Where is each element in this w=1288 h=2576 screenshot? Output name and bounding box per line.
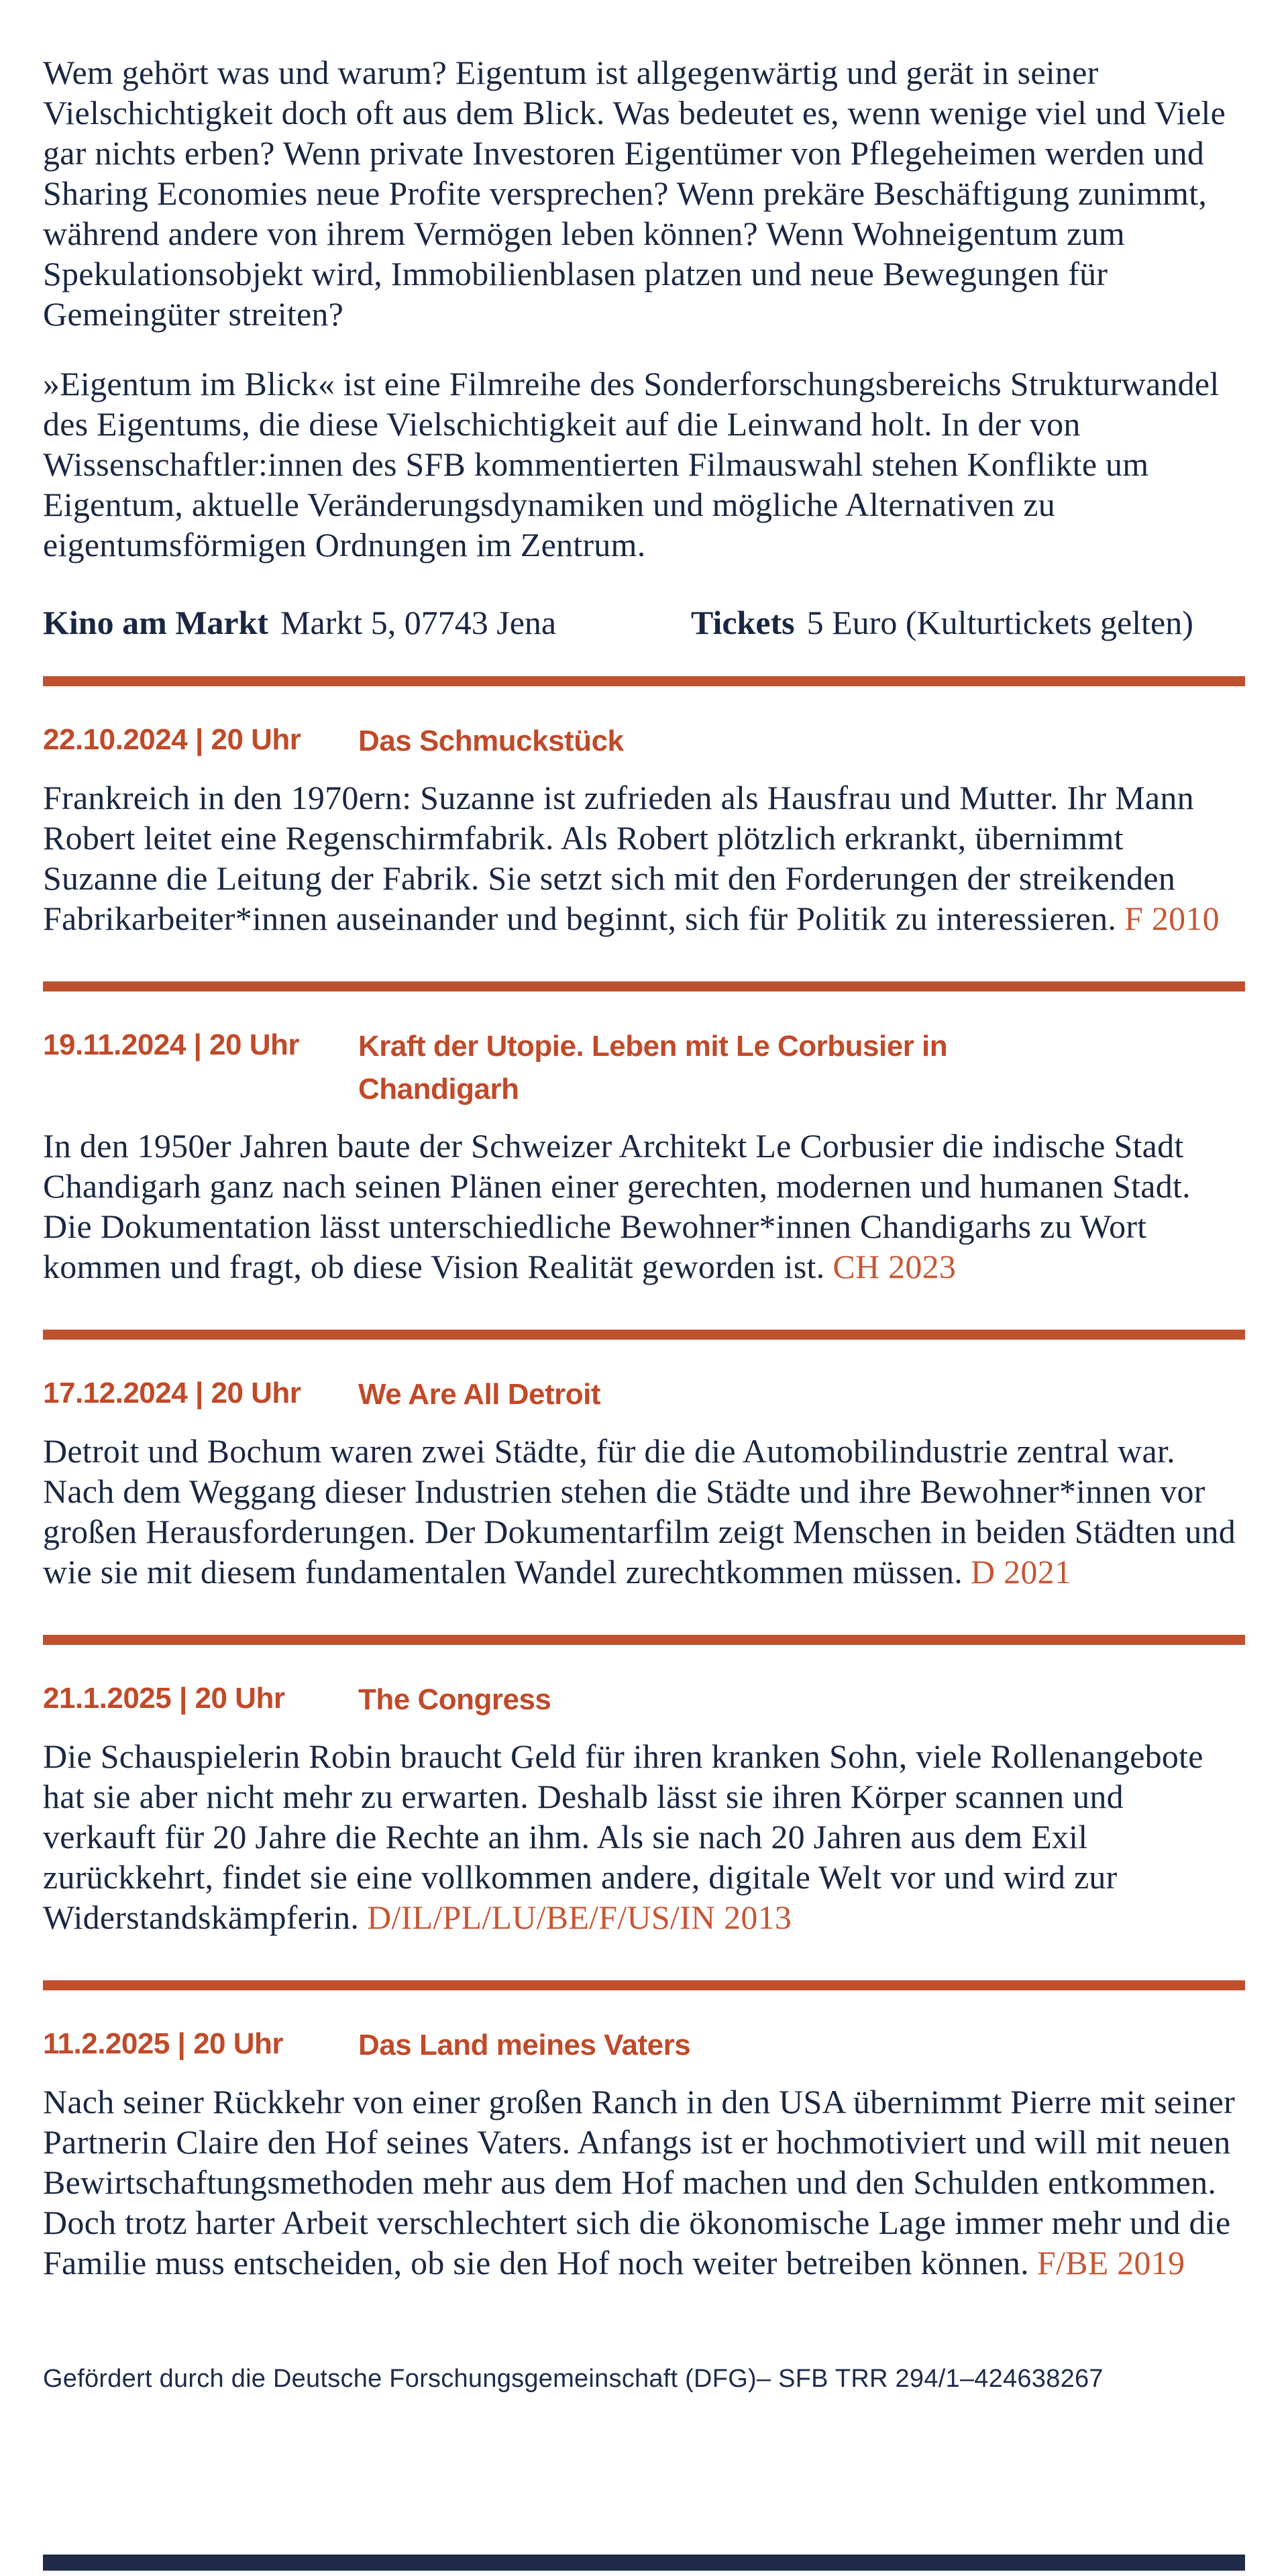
screening-datetime: 22.10.2024 | 20 Uhr — [43, 723, 301, 756]
film-country-year-code: F/BE 2019 — [1036, 2244, 1185, 2282]
venue-info-row — [43, 602, 1245, 643]
screening-header — [43, 1678, 1245, 1721]
film-country-year-code: D/IL/PL/LU/BE/F/US/IN 2013 — [367, 1898, 792, 1936]
film-country-year-code: D 2021 — [971, 1553, 1072, 1591]
divider-rule — [43, 1980, 1245, 1990]
screening-title: The Congress — [358, 1683, 551, 1716]
screening-title: Kraft der Utopie. Leben mit Le Corbusier in Chandigarh — [358, 1030, 948, 1106]
screening-description — [43, 1126, 1245, 1287]
screening-description-text: In den 1950er Jahren baute der Schweizer Architekt Le Corbusier die indische Stadt Chandigarh ganz nach seinen Plänen einer gerechten, modernen und humanen Stadt. Die Dokumentation lässt unterschiedliche Bewohner*innen Chandigarhs zu Wort kommen und fragt, ob diese Vision Realität geworden ist. — [43, 1127, 1191, 1285]
divider-rule — [43, 981, 1245, 991]
screening-datetime: 19.11.2024 | 20 Uhr — [43, 1028, 299, 1061]
screening-description-text: Die Schauspielerin Robin braucht Geld für ihren kranken Sohn, viele Rollenangebote hat sie aber nicht mehr zu erwarten. Deshalb lässt sie ihren Körper scannen und verkauft für 20 Jahre die Rechte an ihm. Als sie nach 20 Jahren aus dem Exil zurückkehrt, findet sie eine vollkommen andere, digitale Welt vor und wird zur Widerstandskämpferin. — [43, 1737, 1203, 1936]
divider-rule — [43, 1635, 1245, 1645]
screening-header — [43, 2024, 1245, 2067]
screening-description — [43, 1431, 1245, 1592]
venue-location — [43, 602, 691, 643]
footer-bar — [43, 2555, 1245, 2571]
screening-description-text: Detroit und Bochum waren zwei Städte, für die die Automobilindustrie zentral war. Nach dem Weggang dieser Industrien stehen die Städte und ihre Bewohner*innen vor großen Herausforderungen. Der Dokumentarfilm zeigt Menschen in beiden Städten und wie sie mit diesem fundamentalen Wandel zurechtkommen müssen. — [43, 1432, 1236, 1591]
screening-header — [43, 720, 1245, 763]
screening-title: Das Schmuckstück — [358, 724, 624, 757]
screening-title: Das Land meines Vaters — [358, 2029, 691, 2061]
screening-description — [43, 1736, 1245, 1937]
screening-header — [43, 1373, 1245, 1416]
venue-name: Kino am Markt — [43, 604, 269, 641]
venue-tickets — [691, 602, 1193, 643]
screening-title: We Are All Detroit — [358, 1378, 600, 1411]
screening-datetime: 21.1.2025 | 20 Uhr — [43, 1682, 285, 1715]
tickets-label: Tickets — [691, 604, 795, 641]
divider-rule — [43, 676, 1245, 686]
venue-address: Markt 5, 07743 Jena — [280, 604, 557, 641]
screening-header — [43, 1025, 1245, 1111]
screening-description — [43, 2082, 1245, 2283]
screening-description-text: Frankreich in den 1970ern: Suzanne ist zufrieden als Hausfrau und Mutter. Ihr Mann Robert leitet eine Regenschirmfabrik. Als Robert plötzlich erkrankt, übernimmt Suzanne die Leitung der Fabrik. Sie setzt sich mit den Forderungen der streikenden Fabrikarbeiter*innen auseinander und beginnt, sich für Politik zu interessieren. — [43, 779, 1194, 937]
intro-paragraph-1: Wem gehört was und warum? Eigentum ist allgegenwärtig und gerät in seiner Vielschichtigkeit doch oft aus dem Blick. Was bedeutet es, wenn wenige viel und Viele gar nichts erben? Wenn private Investoren Eigentümer von Pflegeheimen werden und Sharing Economies neue Profite versprechen? Wenn prekäre Beschäftigung zunimmt, während andere von ihrem Vermögen leben können? Wenn Wohneigentum zum Spekulationsobjekt wird, Immobilienblasen platzen und neue Bewegungen für Gemeingüter streiten? — [43, 54, 1226, 333]
tickets-info: 5 Euro (Kulturtickets gelten) — [806, 604, 1193, 641]
divider-rule — [43, 1330, 1245, 1340]
intro-paragraph-2: »Eigentum im Blick« ist eine Filmreihe des Sonderforschungsbereichs Strukturwandel des Eigentums, die diese Vielschichtigkeit auf die Leinwand holt. In der von Wissenschaftler:innen des SFB kommentierten Filmauswahl stehen Konflikte um Eigentum, aktuelle Veränderungsdynamiken und mögliche Alternativen zu eigentumsförmigen Ordnungen im Zentrum. — [43, 365, 1220, 564]
film-country-year-code: CH 2023 — [833, 1248, 957, 1285]
film-country-year-code: F 2010 — [1124, 900, 1220, 937]
funding-note: Gefördert durch die Deutsche Forschungsgemeinschaft (DFG)– SFB TRR 294/1–424638267 — [43, 2365, 1104, 2393]
screening-description — [43, 777, 1245, 938]
screening-description-text: Nach seiner Rückkehr von einer großen Ranch in den USA übernimmt Pierre mit seiner Partnerin Claire den Hof seines Vaters. Anfangs ist er hochmotiviert und will mit neuen Bewirtschaftungsmethoden mehr aus dem Hof machen und den Schulden entkommen. Doch trotz harter Arbeit verschlechtert sich die ökonomische Lage immer mehr und die Familie muss entscheiden, ob sie den Hof noch weiter betreiben können. — [43, 2083, 1235, 2282]
screening-datetime: 17.12.2024 | 20 Uhr — [43, 1377, 301, 1409]
screening-datetime: 11.2.2025 | 20 Uhr — [43, 2027, 284, 2060]
